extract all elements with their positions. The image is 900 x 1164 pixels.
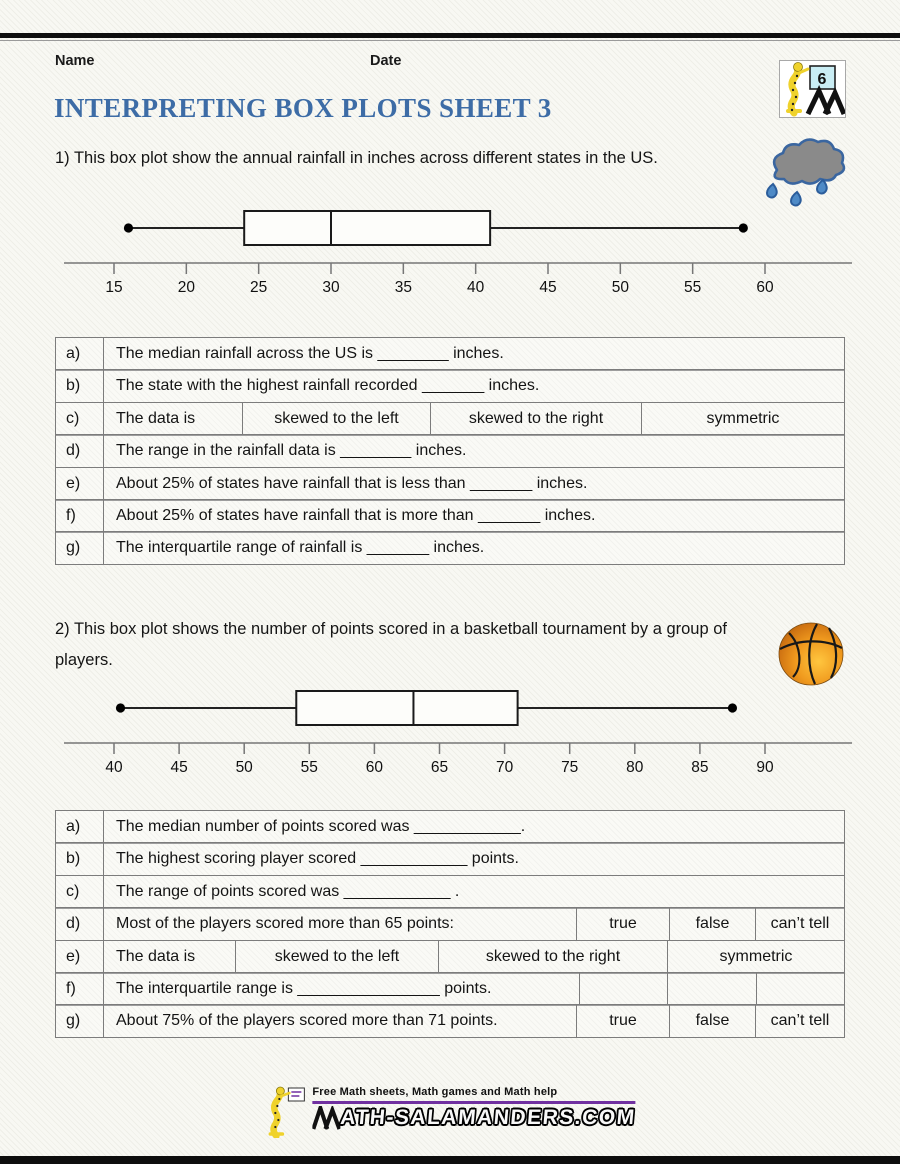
question-cell: The data is	[103, 941, 235, 973]
top-divider-bar	[0, 33, 900, 38]
option-cell[interactable]: skewed to the left	[242, 403, 430, 435]
table-row-e	[55, 467, 845, 501]
svg-text:85: 85	[691, 759, 709, 776]
row-label: b)	[66, 377, 81, 395]
svg-text:50: 50	[611, 279, 629, 296]
svg-text:60: 60	[365, 759, 384, 776]
svg-text:80: 80	[626, 759, 644, 776]
row-label: g)	[66, 539, 81, 557]
logo-grade-number: 6	[817, 71, 827, 88]
option-cell	[667, 973, 755, 1005]
svg-text:70: 70	[495, 759, 514, 776]
rainfall-box-plot	[50, 190, 860, 305]
table-row-f	[55, 499, 845, 533]
row-label: a)	[66, 818, 81, 835]
question-cell: The state with the highest rainfall recorded _______ inches.	[103, 370, 844, 402]
question-cell: The data is	[103, 403, 242, 435]
name-label: Name	[55, 53, 95, 69]
option-cell[interactable]: symmetric	[667, 941, 844, 973]
question-2-table	[55, 810, 845, 1038]
page-title: INTERPRETING BOX PLOTS SHEET 3	[54, 93, 552, 123]
footer-m-logo-icon	[312, 1106, 340, 1130]
question-cell: The median number of points scored was ____________.	[103, 811, 844, 843]
date-label: Date	[370, 53, 402, 69]
svg-text:20: 20	[177, 279, 195, 296]
question-cell: The range in the rainfall data is ________ inches.	[103, 435, 844, 467]
svg-text:25: 25	[250, 279, 268, 296]
question-1-text: 1) This box plot show the annual rainfall in inches across different states in the US.	[55, 149, 658, 167]
math-salamanders-grade-logo	[779, 60, 846, 118]
option-cell[interactable]: true	[576, 908, 669, 940]
row-label: g)	[66, 1012, 81, 1030]
row-label: f)	[66, 980, 76, 998]
option-cell[interactable]: true	[576, 1005, 669, 1037]
table-row-g	[55, 1004, 845, 1038]
question-cell: About 25% of states have rainfall that is more than _______ inches.	[103, 500, 844, 532]
svg-text:45: 45	[170, 759, 188, 776]
option-cell[interactable]: false	[669, 1005, 755, 1037]
option-cell	[579, 973, 667, 1005]
question-cell: The median rainfall across the US is ________ inches.	[103, 338, 844, 370]
svg-text:55: 55	[300, 759, 318, 776]
table-row-d	[55, 907, 845, 941]
question-cell: The range of points scored was ____________ .	[103, 876, 844, 908]
option-cell[interactable]: can’t tell	[755, 1005, 844, 1037]
table-row-b	[55, 369, 845, 403]
table-row-d	[55, 434, 845, 468]
option-cell[interactable]: skewed to the right	[438, 941, 667, 973]
svg-text:50: 50	[235, 759, 253, 776]
svg-text:75: 75	[561, 759, 579, 776]
table-row-e	[55, 940, 845, 974]
row-label: c)	[66, 409, 80, 427]
footer-site-text: ATH-SALAMANDERS.COM	[339, 1106, 637, 1129]
row-label: e)	[66, 947, 81, 965]
svg-text:40: 40	[467, 279, 485, 296]
table-row-b	[55, 842, 845, 876]
option-cell[interactable]: skewed to the left	[235, 941, 438, 973]
table-row-c	[55, 402, 845, 436]
svg-text:40: 40	[105, 759, 123, 776]
salamander-easel-icon	[780, 61, 845, 117]
option-cell[interactable]: false	[669, 908, 755, 940]
svg-text:90: 90	[756, 759, 774, 776]
question-cell: About 25% of states have rainfall that is less than _______ inches.	[103, 468, 844, 500]
bottom-divider-bar	[0, 1156, 900, 1164]
option-cell	[756, 973, 844, 1005]
svg-text:55: 55	[684, 279, 702, 296]
table-row-g	[55, 531, 845, 565]
question-cell: About 75% of the players scored more than 71 points.	[103, 1005, 576, 1037]
table-row-a	[55, 810, 845, 844]
question-cell: The interquartile range of rainfall is _______ inches.	[103, 532, 844, 564]
footer-logo	[264, 1086, 635, 1138]
option-cell[interactable]: symmetric	[641, 403, 844, 435]
svg-text:15: 15	[105, 279, 123, 296]
top-divider-line	[0, 40, 900, 41]
footer-salamander-icon	[264, 1086, 308, 1138]
question-1-table	[55, 337, 845, 565]
svg-text:60: 60	[756, 279, 774, 296]
question-cell: The highest scoring player scored ____________ points.	[103, 843, 844, 875]
option-cell[interactable]: skewed to the right	[430, 403, 641, 435]
svg-text:35: 35	[394, 279, 412, 296]
svg-text:30: 30	[322, 279, 340, 296]
table-row-c	[55, 875, 845, 909]
footer-tagline: Free Math sheets, Math games and Math help	[312, 1086, 558, 1098]
row-label: a)	[66, 345, 81, 362]
row-label: d)	[66, 442, 81, 460]
row-label: f)	[66, 507, 76, 525]
option-cell[interactable]: can’t tell	[755, 908, 844, 940]
row-label: d)	[66, 915, 81, 933]
row-label: e)	[66, 474, 81, 492]
svg-text:65: 65	[430, 759, 449, 776]
row-label: b)	[66, 850, 81, 868]
svg-text:45: 45	[539, 279, 557, 296]
question-2-text: 2) This box plot shows the number of points scored in a basketball tournament by a group of players.	[55, 620, 727, 669]
footer-purple-rule	[312, 1101, 635, 1104]
question-cell: The interquartile range is ________________ points.	[103, 973, 579, 1005]
question-cell: Most of the players scored more than 65 points:	[103, 908, 576, 940]
table-row-f	[55, 972, 845, 1006]
row-label: c)	[66, 882, 80, 900]
table-row-a	[55, 337, 845, 371]
points-box-plot	[50, 670, 860, 785]
